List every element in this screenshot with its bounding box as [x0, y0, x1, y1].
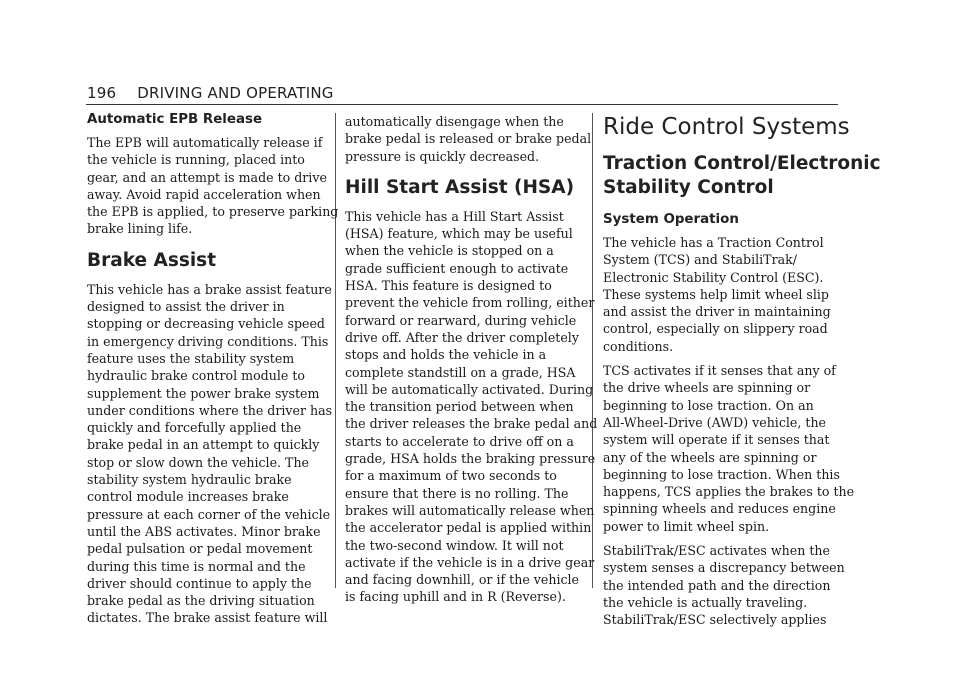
system-operation-paragraph-2	[603, 362, 855, 535]
brake-assist-paragraph	[87, 281, 333, 627]
text-line: grade sufficient enough to activate	[345, 260, 569, 276]
text-line: the intended path and the direction	[603, 577, 831, 593]
text-line: will be automatically activated. During	[345, 381, 594, 397]
text-line: is facing uphill and in R (Reverse).	[345, 589, 566, 605]
text-line: control module increases brake	[87, 489, 289, 505]
text-line: automatically disengage when the	[345, 114, 564, 129]
hsa-paragraph	[345, 208, 598, 606]
text-line: any of the wheels are spinning or	[603, 449, 817, 465]
text-line: System (TCS) and StabiliTrak/	[603, 252, 797, 268]
text-line: drive off. After the driver completely	[345, 329, 579, 345]
text-line: stops and holds the vehicle in a	[345, 347, 547, 363]
text-line: power to limit wheel spin.	[603, 518, 770, 534]
text-line: the EPB is applied, to preserve parking	[87, 204, 339, 220]
text-line: and assist the driver in maintaining	[603, 304, 831, 320]
heading-system-operation: System Operation	[603, 212, 739, 227]
text-line: dictates. The brake assist feature will	[87, 610, 328, 626]
text-line: the vehicle is running, placed into	[87, 152, 305, 168]
heading-automatic-epb-release: Automatic EPB Release	[87, 112, 263, 127]
text-line: driver should continue to apply the	[87, 575, 312, 591]
text-line: brakes will automatically release when	[345, 502, 595, 518]
text-line: prevent the vehicle from rolling, either	[345, 295, 595, 311]
epb-paragraph	[87, 134, 339, 238]
text-line: All-Wheel-Drive (AWD) vehicle, the	[603, 414, 827, 430]
text-line: This vehicle has a brake assist feature	[87, 281, 332, 297]
brake-assist-continuation	[345, 113, 592, 165]
text-line: stability system hydraulic brake	[87, 472, 292, 488]
system-operation-paragraph-3	[603, 542, 845, 628]
text-line: stop or slow down the vehicle. The	[87, 454, 310, 470]
text-line: This vehicle has a Hill Start Assist	[345, 208, 564, 224]
text-line: The vehicle has a Traction Control	[603, 235, 824, 250]
header-rule	[86, 104, 838, 105]
text-line: the vehicle is actually traveling.	[603, 594, 808, 610]
text-line: Electronic Stability Control (ESC).	[603, 269, 824, 285]
text-line: and facing downhill, or if the vehicle	[345, 572, 580, 588]
heading-hill-start-assist: Hill Start Assist (HSA)	[345, 176, 575, 198]
text-line: the accelerator pedal is applied within	[345, 520, 592, 536]
text-line: These systems help limit wheel slip	[603, 286, 829, 302]
text-line: in emergency driving conditions. This	[87, 333, 329, 349]
text-line: pressure at each corner of the vehicle	[87, 506, 331, 522]
text-line: HSA. This feature is designed to	[345, 278, 552, 294]
column-divider	[335, 113, 336, 588]
text-line: complete standstill on a grade, HSA	[345, 364, 576, 380]
text-line: for a maximum of two seconds to	[345, 468, 557, 484]
text-line: when the vehicle is stopped on a	[345, 243, 554, 259]
text-line: away. Avoid rapid acceleration when	[87, 186, 321, 202]
text-line: StabiliTrak/ESC activates when the	[603, 543, 830, 559]
text-line: pressure is quickly decreased.	[345, 148, 540, 164]
text-line: control, especially on slippery road	[603, 321, 828, 337]
text-line: Stability Control	[603, 177, 774, 198]
text-line: designed to assist the driver in	[87, 299, 285, 315]
text-line: brake pedal as the driving situation	[87, 593, 315, 609]
text-line: the two-second window. It will not	[345, 537, 564, 553]
text-line: the driver releases the brake pedal and	[345, 416, 598, 432]
text-line: stopping or decreasing vehicle speed	[87, 316, 325, 332]
page-header	[87, 84, 334, 102]
text-line: system will operate if it senses that	[603, 432, 830, 448]
text-line: until the ABS activates. Minor brake	[87, 523, 321, 539]
running-section-title: DRIVING AND OPERATING	[137, 84, 334, 102]
text-line: the transition period between when	[345, 399, 574, 415]
text-line: (HSA) feature, which may be useful	[345, 226, 573, 242]
heading-traction-control	[603, 152, 881, 200]
text-line: activate if the vehicle is in a drive gear	[345, 554, 595, 570]
heading-ride-control-systems: Ride Control Systems	[603, 114, 850, 140]
text-line: system senses a discrepancy between	[603, 560, 845, 576]
text-line: feature uses the stability system	[87, 350, 295, 366]
text-line: StabiliTrak/ESC selectively applies	[603, 612, 827, 628]
column-middle	[345, 113, 598, 613]
text-line: brake pedal is released or brake pedal	[345, 131, 592, 147]
text-line: TCS activates if it senses that any of	[603, 363, 836, 379]
text-line: The EPB will automatically release if	[87, 135, 323, 150]
text-line: during this time is normal and the	[87, 558, 306, 574]
text-line: grade, HSA holds the braking pressure	[345, 451, 596, 467]
text-line: forward or rearward, during vehicle	[345, 312, 577, 328]
text-line: conditions.	[603, 338, 674, 354]
column-left	[87, 112, 339, 634]
page-number: 196	[87, 84, 117, 102]
text-line: starts to accelerate to drive off on a	[345, 433, 574, 449]
text-line: quickly and forcefully applied the	[87, 420, 302, 436]
text-line: pedal pulsation or pedal movement	[87, 541, 313, 557]
text-line: brake pedal in an attempt to quickly	[87, 437, 320, 453]
column-right	[603, 113, 881, 636]
text-line: beginning to lose traction. When this	[603, 466, 840, 482]
heading-brake-assist: Brake Assist	[87, 249, 217, 271]
text-line: Traction Control/Electronic	[603, 153, 881, 174]
text-line: ensure that there is no rolling. The	[345, 485, 569, 501]
text-line: under conditions where the driver has	[87, 402, 333, 418]
text-line: gear, and an attempt is made to drive	[87, 169, 327, 185]
text-line: hydraulic brake control module to	[87, 368, 305, 384]
system-operation-paragraph-1	[603, 234, 841, 355]
text-line: beginning to lose traction. On an	[603, 397, 814, 413]
text-line: supplement the power brake system	[87, 385, 320, 401]
text-line: spinning wheels and reduces engine	[603, 501, 836, 517]
text-line: brake lining life.	[87, 221, 193, 237]
text-line: happens, TCS applies the brakes to the	[603, 484, 855, 500]
text-line: the drive wheels are spinning or	[603, 380, 811, 396]
